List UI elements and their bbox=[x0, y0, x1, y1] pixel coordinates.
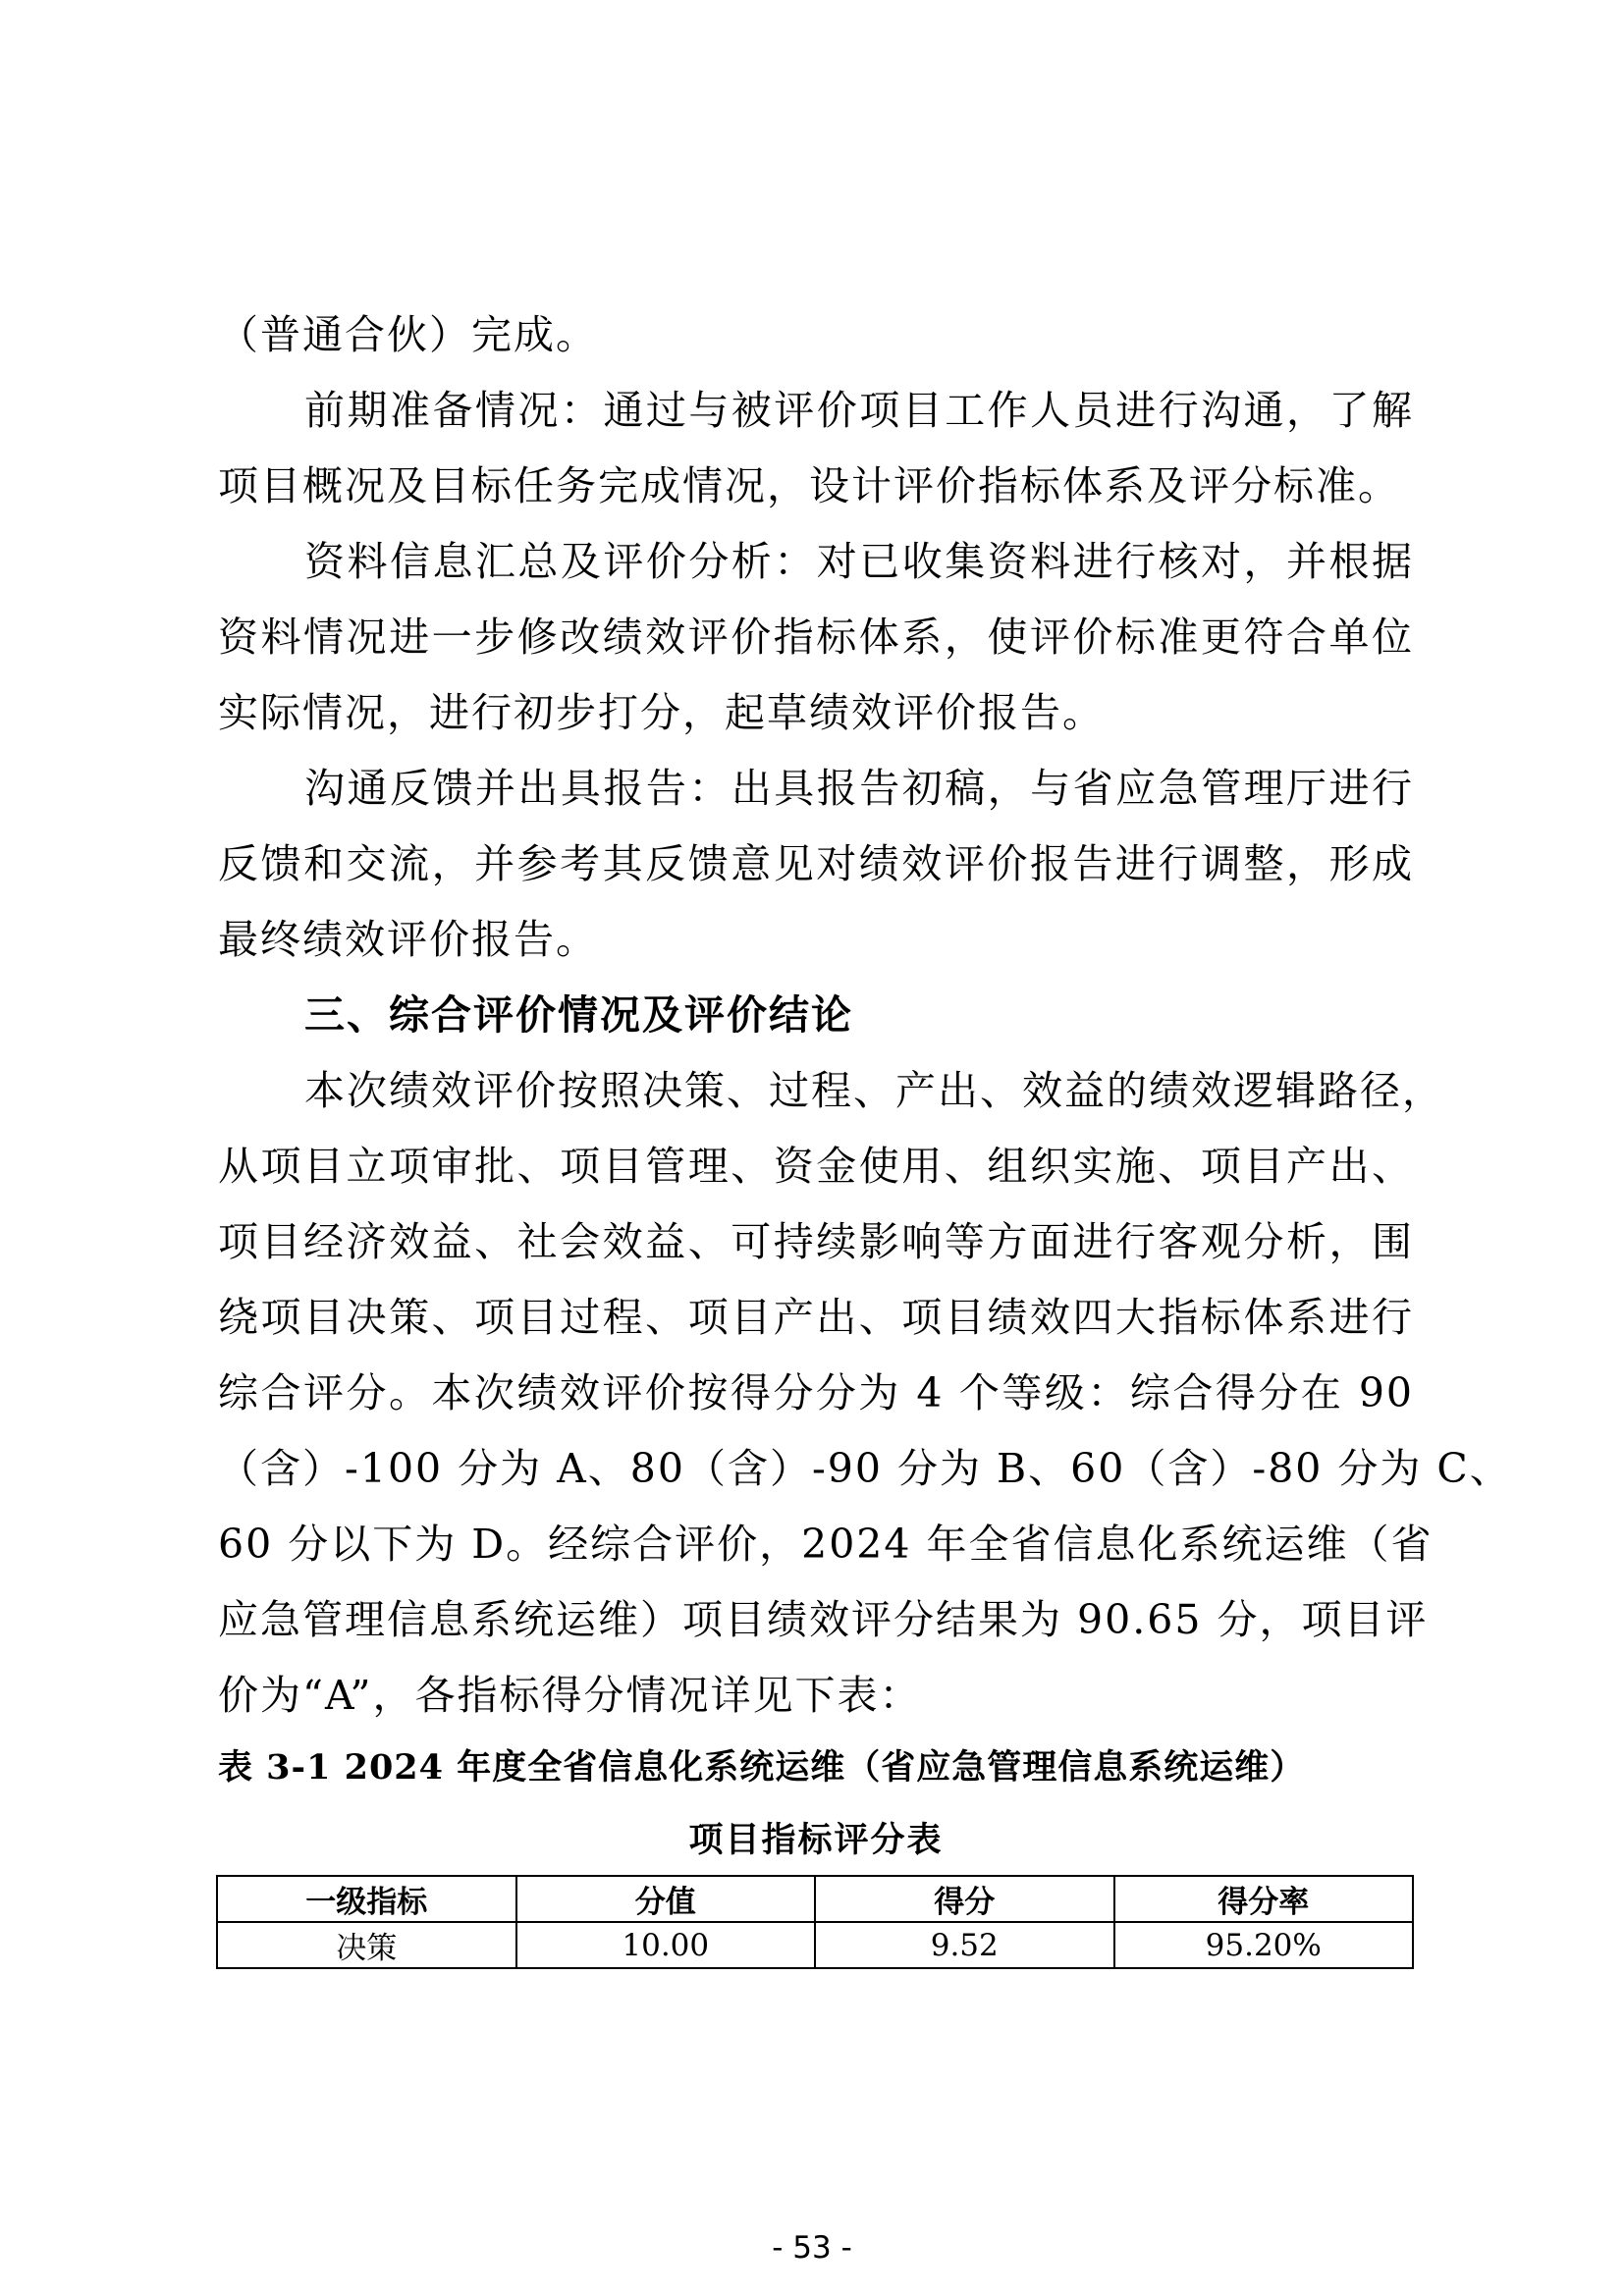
paragraph-line: 价为“A”，各指标得分情况详见下表： bbox=[218, 1672, 922, 1719]
table-title: 项目指标评分表 bbox=[688, 1820, 944, 1860]
table-cell: 95.20% bbox=[1114, 1922, 1414, 1968]
table-caption: 表 3-1 2024 年度全省信息化系统运维（省应急管理信息系统运维） bbox=[218, 1747, 1306, 1788]
column-header: 分值 bbox=[516, 1876, 816, 1922]
table-cell: 10.00 bbox=[516, 1922, 816, 1968]
paragraph-line: 绕项目决策、项目过程、项目产出、项目绩效四大指标体系进行 bbox=[218, 1294, 1414, 1341]
paragraph-line: （普通合伙）完成。 bbox=[218, 311, 598, 358]
paragraph-line: 综合评分。本次绩效评价按得分分为 4 个等级：综合得分在 90 bbox=[218, 1369, 1414, 1416]
table-header-row bbox=[217, 1876, 1413, 1922]
table-cell: 9.52 bbox=[815, 1922, 1114, 1968]
paragraph-line: 最终绩效评价报告。 bbox=[218, 916, 598, 963]
paragraph-line: 实际情况，进行初步打分，起草绩效评价报告。 bbox=[218, 689, 1105, 736]
table-cell: 决策 bbox=[217, 1922, 516, 1968]
section-heading: 三、综合评价情况及评价结论 bbox=[304, 991, 853, 1039]
paragraph-line: 60 分以下为 D。经综合评价，2024 年全省信息化系统运维（省 bbox=[218, 1521, 1434, 1568]
paragraph-line: 前期准备情况：通过与被评价项目工作人员进行沟通，了解 bbox=[304, 387, 1414, 434]
paragraph-line: 资料信息汇总及评价分析：对已收集资料进行核对，并根据 bbox=[304, 538, 1414, 585]
paragraph-line: 从项目立项审批、项目管理、资金使用、组织实施、项目产出、 bbox=[218, 1143, 1414, 1190]
paragraph-line: 项目经济效益、社会效益、可持续影响等方面进行客观分析，围 bbox=[218, 1218, 1414, 1265]
paragraph-line: 资料情况进一步修改绩效评价指标体系，使评价标准更符合单位 bbox=[218, 614, 1414, 661]
score-table bbox=[216, 1875, 1414, 1969]
paragraph-line: 应急管理信息系统运维）项目绩效评分结果为 90.65 分，项目评 bbox=[218, 1596, 1429, 1643]
paragraph-line: 沟通反馈并出具报告：出具报告初稿，与省应急管理厅进行 bbox=[304, 765, 1414, 812]
column-header: 一级指标 bbox=[217, 1876, 516, 1922]
paragraph-line: （含）-100 分为 A、80（含）-90 分为 B、60（含）-80 分为 C、 bbox=[218, 1445, 1512, 1492]
table-row bbox=[217, 1922, 1413, 1968]
column-header: 得分 bbox=[815, 1876, 1114, 1922]
page-number: - 53 - bbox=[772, 2230, 852, 2266]
paragraph-line: 本次绩效评价按照决策、过程、产出、效益的绩效逻辑路径， bbox=[304, 1067, 1444, 1114]
column-header: 得分率 bbox=[1114, 1876, 1414, 1922]
paragraph-line: 项目概况及目标任务完成情况，设计评价指标体系及评分标准。 bbox=[218, 462, 1400, 509]
paragraph-line: 反馈和交流，并参考其反馈意见对绩效评价报告进行调整，形成 bbox=[218, 840, 1414, 887]
